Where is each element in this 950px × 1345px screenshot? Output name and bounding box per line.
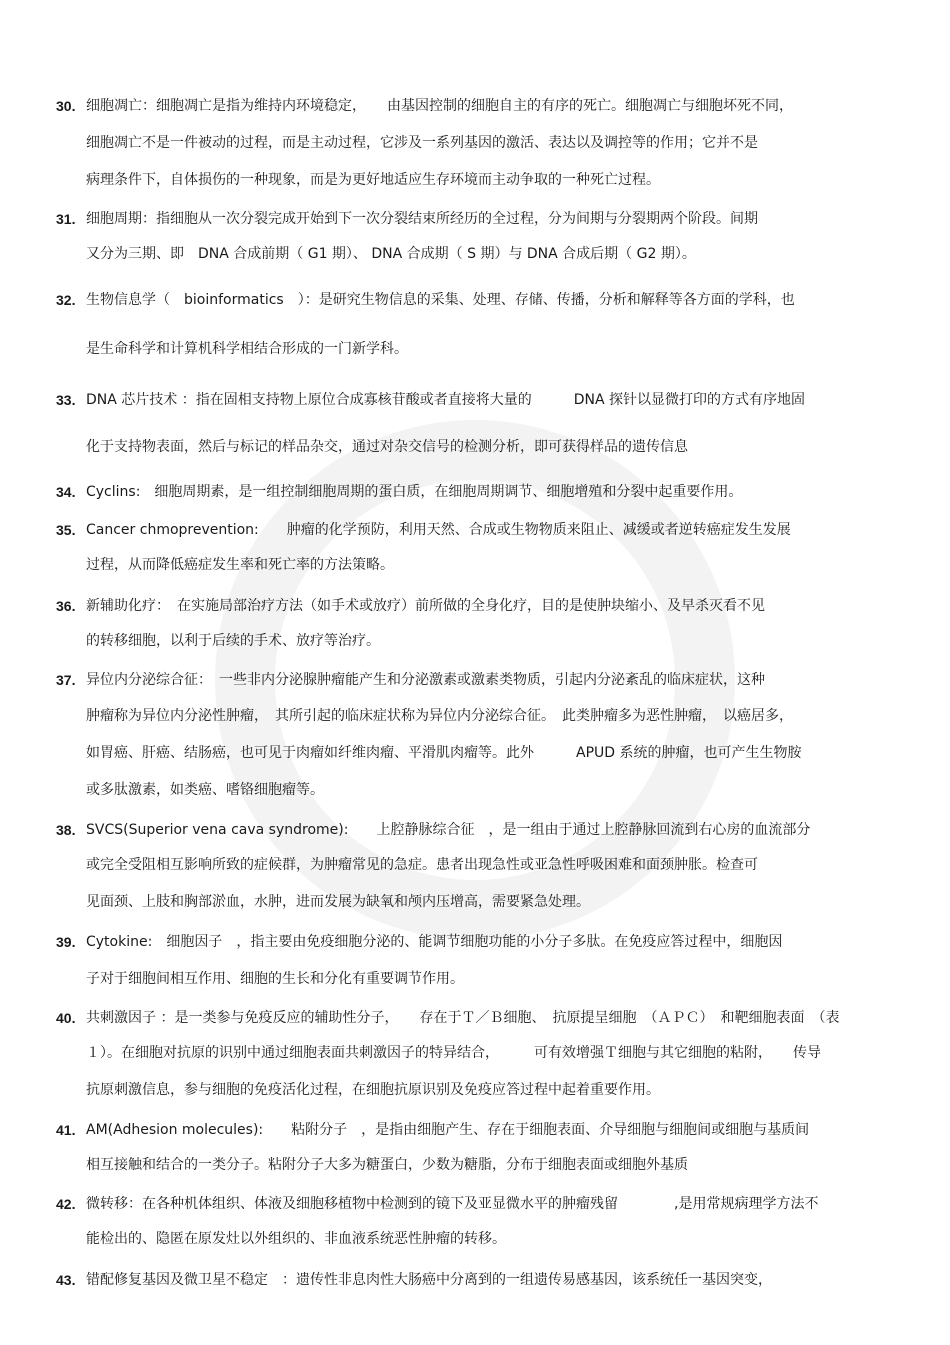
entry-number: 37. — [56, 672, 76, 688]
entry-text-line: 生物信息学（ bioinformatics ）：是研究生物信息的采集、处理、存储、传播，分析和解释等各方面的学科，也 — [86, 292, 795, 308]
entry-text-line: 肿瘤称为异位内分泌性肿瘤， 其所引起的临床症状称为异位内分泌综合征。 此类肿瘤多为恶性肿瘤， 以癌居多， — [86, 708, 793, 724]
entry-text-line: 又分为三期、即 DNA 合成前期（ G1 期）、 DNA 合成期（ S 期）与 DNA 合成后期（ G2 期）。 — [86, 246, 696, 262]
entry-text-line: 能检出的、隐匿在原发灶以外组织的、非血液系统恶性肿瘤的转移。 — [86, 1231, 506, 1247]
entry-text-line: 细胞周期：指细胞从一次分裂完成开始到下一次分裂结束所经历的全过程，分为间期与分裂期两个阶段。间期 — [86, 211, 758, 227]
entry-number: 43. — [56, 1272, 76, 1288]
entry-text-line: 微转移：在各种机体组织、体液及细胞移植物中检测到的镜下及亚显微水平的肿瘤残留 ,是用常规病理学方法不 — [86, 1196, 819, 1212]
entry-text-line: 是生命科学和计算机科学相结合形成的一门新学科。 — [86, 341, 408, 357]
entry-text-line: 过程，从而降低癌症发生率和死亡率的方法策略。 — [86, 557, 394, 573]
entry-text-line: Cyclins: 细胞周期素，是一组控制细胞周期的蛋白质，在细胞周期调节、细胞增殖和分裂中起重要作用。 — [86, 484, 743, 500]
entry-number: 32. — [56, 292, 76, 308]
entry-number: 30. — [56, 98, 76, 114]
entry-text-line: 细胞凋亡：细胞凋亡是指为维持内环境稳定， 由基因控制的细胞自主的有序的死亡。细胞凋亡与细胞坏死不同， — [86, 98, 793, 114]
entry-text-line: 相互接触和结合的一类分子。粘附分子大多为糖蛋白，少数为糖脂，分布于细胞表面或细胞外基质 — [86, 1157, 688, 1173]
entry-text-line: SVCS(Superior vena cava syndrome): 上腔静脉综合征 ，是一组由于通过上腔静脉回流到右心房的血流部分 — [86, 822, 811, 838]
entry-text-line: 新辅助化疗： 在实施局部治疗方法（如手术或放疗）前所做的全身化疗，目的是使肿块缩小、及早杀灭看不见 — [86, 598, 765, 614]
entry-text-line: １）。在细胞对抗原的识别中通过细胞表面共刺激因子的特异结合， 可有效增强Ｔ细胞与其它细胞的粘附， 传导 — [86, 1045, 821, 1061]
entry-text-line: Cytokine: 细胞因子 ，指主要由免疫细胞分泌的、能调节细胞功能的小分子多肽。在免疫应答过程中，细胞因 — [86, 934, 783, 950]
entry-number: 42. — [56, 1196, 76, 1212]
entry-text-line: DNA 芯片技术 ：指在固相支持物上原位合成寡核苷酸或者直接将大量的 DNA 探针以显微打印的方式有序地固 — [86, 392, 806, 408]
entry-number: 36. — [56, 598, 76, 614]
entry-text-line: 或多肽激素，如类癌、嗜铬细胞瘤等。 — [86, 782, 324, 798]
entry-text-line: 化于支持物表面，然后与标记的样品杂交，通过对杂交信号的检测分析，即可获得样品的遗传信息 — [86, 439, 688, 455]
entry-number: 38. — [56, 822, 76, 838]
entry-text-line: 抗原刺激信息，参与细胞的免疫活化过程，在细胞抗原识别及免疫应答过程中起着重要作用。 — [86, 1082, 660, 1098]
entry-text-line: 病理条件下，自体损伤的一种现象，而是为更好地适应生存环境而主动争取的一种死亡过程。 — [86, 172, 660, 188]
entry-text-line: 如胃癌、肝癌、结肠癌，也可见于肉瘤如纤维肉瘤、平滑肌肉瘤等。此外 APUD 系统的肿瘤，也可产生生物胺 — [86, 745, 802, 761]
entry-text-line: AM(Adhesion molecules): 粘附分子 ，是指由细胞产生、存在于细胞表面、介导细胞与细胞间或细胞与基质间 — [86, 1122, 810, 1138]
entry-text-line: 共刺激因子 ：是一类参与免疫反应的辅助性分子， 存在于Ｔ／Ｂ细胞、 抗原提呈细胞 （ＡＰＣ） 和靶细胞表面 （表 — [86, 1010, 840, 1026]
entry-number: 34. — [56, 484, 76, 500]
entry-text-line: Cancer chmoprevention: 肿瘤的化学预防，利用天然、合成或生物物质来阻止、减缓或者逆转癌症发生发展 — [86, 522, 791, 538]
entry-number: 31. — [56, 211, 76, 227]
entry-number: 41. — [56, 1122, 76, 1138]
entry-number: 35. — [56, 522, 76, 538]
entry-text-line: 细胞凋亡不是一件被动的过程，而是主动过程，它涉及一系列基因的激活、表达以及调控等的作用；它并不是 — [86, 135, 758, 151]
entry-text-line: 子对于细胞间相互作用、细胞的生长和分化有重要调节作用。 — [86, 971, 464, 987]
entry-text-line: 或完全受阻相互影响所致的症候群，为肿瘤常见的急症。患者出现急性或亚急性呼吸困难和面颈肿胀。检查可 — [86, 857, 758, 873]
entry-text-line: 异位内分泌综合征： 一些非内分泌腺肿瘤能产生和分泌激素或激素类物质，引起内分泌紊乱的临床症状，这种 — [86, 672, 765, 688]
entry-text-line: 的转移细胞，以利于后续的手术、放疗等治疗。 — [86, 633, 380, 649]
entry-number: 40. — [56, 1010, 76, 1026]
entry-number: 39. — [56, 934, 76, 950]
entry-number: 33. — [56, 392, 76, 408]
entry-text-line: 见面颈、上肢和胸部淤血，水肿，进而发展为缺氧和颅内压增高，需要紧急处理。 — [86, 894, 590, 910]
entry-text-line: 错配修复基因及微卫星不稳定 ：遗传性非息肉性大肠癌中分离到的一组遗传易感基因，该系统任一基因突变， — [86, 1272, 772, 1288]
